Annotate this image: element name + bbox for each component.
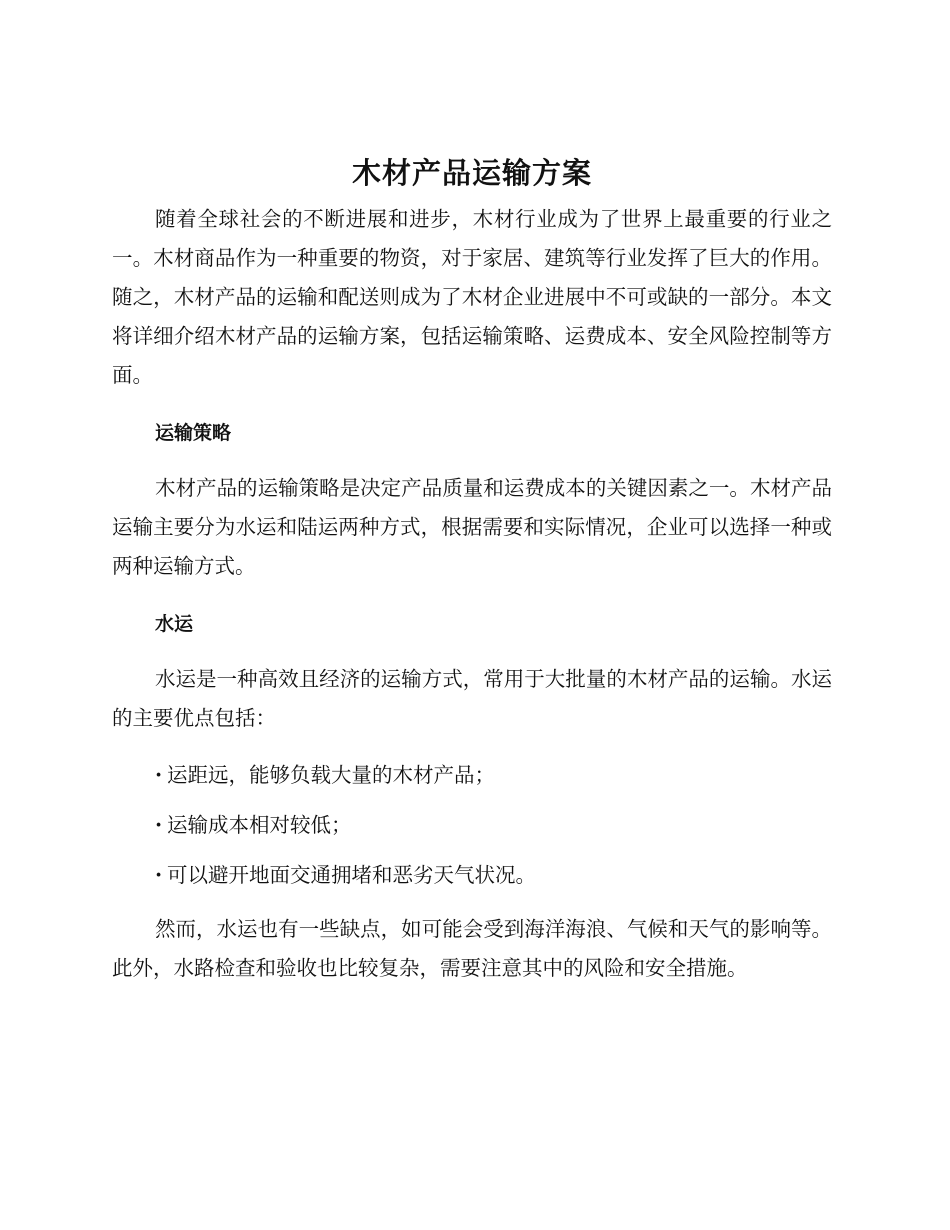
bullet-dot: · [155, 813, 163, 837]
intro-paragraph: 随着全球社会的不断进展和进步，木材行业成为了世界上最重要的行业之一。木材商品作为一种重要的物资，对于家居、建筑等行业发挥了巨大的作用。随之，木材产品的运输和配送则成为了木材企业进展中不可或缺的一部分。本文将详细介绍木材产品的运输方案，包括运输策略、运费成本、安全风险控制等方面。 [112, 207, 832, 387]
water-transport-closing-paragraph: 然而，水运也有一些缺点，如可能会受到海洋海浪、气候和天气的影响等。此外，水路检查和验收也比较复杂，需要注意其中的风险和安全措施。 [112, 917, 832, 980]
bullet-item [155, 810, 832, 840]
bullet-dot: · [155, 863, 163, 887]
document-content [112, 152, 832, 988]
bullet-text: 可以避开地面交通拥堵和恶劣天气状况。 [167, 863, 536, 887]
bullet-text: 运输成本相对较低； [167, 813, 352, 837]
water-transport-paragraph: 水运是一种高效且经济的运输方式，常用于大批量的木材产品的运输。水运的主要优点包括： [112, 667, 832, 730]
section-heading-water-transport: 水运 [155, 613, 194, 635]
bullet-item [155, 760, 832, 790]
bullet-item [155, 860, 832, 890]
document-title: 木材产品运输方案 [351, 156, 592, 190]
bullet-text: 运距远，能够负载大量的木材产品； [167, 763, 495, 787]
bullet-dot: · [155, 763, 163, 787]
section-heading-strategy: 运输策略 [155, 422, 232, 444]
strategy-paragraph: 木材产品的运输策略是决定产品质量和运费成本的关键因素之一。木材产品运输主要分为水运和陆运两种方式，根据需要和实际情况，企业可以选择一种或两种运输方式。 [112, 476, 832, 578]
